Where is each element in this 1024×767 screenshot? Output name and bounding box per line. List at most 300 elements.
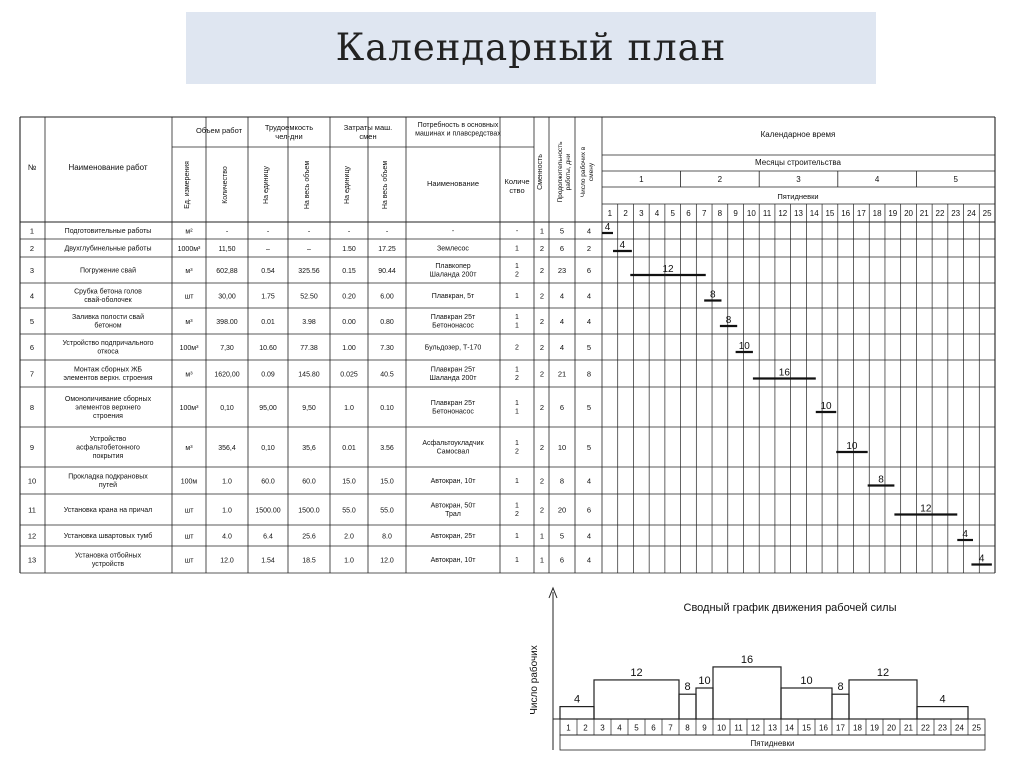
row-machine: Бульдозер, Т-170 xyxy=(424,344,482,352)
summary-step-label: 8 xyxy=(837,681,844,694)
row-num: 13 xyxy=(27,555,37,565)
header-duration: Продолжительность xyxy=(557,141,564,203)
row-qty: 4.0 xyxy=(222,533,232,541)
row-shift: 2 xyxy=(539,476,545,486)
summary-pentad-label: 5 xyxy=(634,723,639,733)
row-qty: 1.0 xyxy=(222,478,232,486)
row-shift: 2 xyxy=(539,317,545,326)
pentad-label: 3 xyxy=(639,209,644,218)
pentad-label: 7 xyxy=(701,209,707,218)
row-machine: - xyxy=(451,227,455,235)
row-num: 3 xyxy=(29,266,35,275)
row-workers: 4 xyxy=(586,555,592,565)
row-mach-total: 12.0 xyxy=(380,557,394,565)
summary-step-block xyxy=(679,694,696,719)
header-labor: чел-дни xyxy=(275,132,303,142)
row-mach-unit: 2.0 xyxy=(344,533,354,541)
row-labor-total: 52.50 xyxy=(300,293,318,301)
row-qty: 0,10 xyxy=(220,405,234,412)
summary-pentad-label: 22 xyxy=(921,723,930,733)
row-labor-unit: – xyxy=(266,246,270,253)
row-mach-unit: 0.20 xyxy=(342,293,356,301)
summary-step-label: 4 xyxy=(573,693,581,706)
summary-pentad-label: 14 xyxy=(785,723,794,733)
row-labor-unit: - xyxy=(266,228,270,236)
pentad-label: 24 xyxy=(966,209,976,218)
header-need-count: Количе xyxy=(504,177,530,187)
row-unit: м² xyxy=(185,228,193,236)
row-qty: 398.00 xyxy=(216,319,238,326)
row-name: устройств xyxy=(91,561,125,569)
gantt-bar-label: 10 xyxy=(846,441,858,452)
pentad-label: 18 xyxy=(872,209,882,218)
row-shift: 1 xyxy=(539,555,545,565)
row-mach-unit: 1.0 xyxy=(344,405,354,412)
summary-step-label: 4 xyxy=(939,693,946,706)
pentad-label: 22 xyxy=(935,209,945,218)
pentad-label: 6 xyxy=(686,209,691,218)
row-labor-total: 25.6 xyxy=(302,533,316,541)
row-duration: 6 xyxy=(559,244,565,253)
pentad-label: 21 xyxy=(919,209,929,218)
row-workers: 4 xyxy=(586,476,592,486)
row-duration: 4 xyxy=(559,343,565,352)
gantt-bar-label: 16 xyxy=(778,367,790,379)
header-shifts: Сменность xyxy=(537,154,544,190)
pentad-label: 17 xyxy=(856,209,866,218)
row-workers: 4 xyxy=(586,531,592,541)
pentad-label: 5 xyxy=(670,209,675,218)
pentad-label: 15 xyxy=(825,209,835,218)
row-mach-total: 40.5 xyxy=(380,371,394,379)
row-duration: 23 xyxy=(557,266,567,275)
header-name: Наименование работ xyxy=(68,163,148,172)
summary-xlabel: Пятидневки xyxy=(750,739,795,748)
summary-step-block xyxy=(849,680,917,719)
gantt-bar-label: 4 xyxy=(978,553,985,565)
row-machine: Трал xyxy=(445,511,461,519)
row-workers: 4 xyxy=(586,317,592,326)
header-labor: Трудоемкость xyxy=(264,123,314,133)
row-shift: 2 xyxy=(539,291,545,301)
row-unit: м³ xyxy=(185,371,193,379)
pentad-label: 8 xyxy=(717,209,723,218)
summary-pentad-label: 25 xyxy=(972,723,981,733)
row-labor-unit: 1.75 xyxy=(261,293,275,301)
row-name: покрытия xyxy=(92,452,124,460)
row-workers: 6 xyxy=(586,505,592,515)
gantt-bar-label: 8 xyxy=(725,315,732,326)
row-machine-count: 1 xyxy=(515,400,519,408)
row-name: Устройство подпричального xyxy=(62,340,154,348)
row-duration: 10 xyxy=(557,443,567,452)
summary-step-label: 12 xyxy=(630,666,643,679)
row-num: 8 xyxy=(29,403,35,412)
summary-step-block xyxy=(713,667,781,719)
row-num: 7 xyxy=(29,369,35,379)
row-machine-count: 2 xyxy=(515,344,519,352)
row-mach-total: 90.44 xyxy=(378,268,396,275)
gantt-bar-label: 4 xyxy=(604,222,611,233)
row-duration: 5 xyxy=(559,531,565,541)
pentad-label: 23 xyxy=(951,209,961,218)
pentad-label: 25 xyxy=(982,209,992,218)
header-mach-total: На весь объем xyxy=(382,160,389,210)
row-machine: Бетононасос xyxy=(432,322,474,330)
summary-step-label: 16 xyxy=(740,653,754,666)
row-machine-count: 2 xyxy=(515,448,519,456)
row-machine: Плавкран 25т xyxy=(430,400,476,408)
row-mach-unit: 0.025 xyxy=(340,371,358,379)
row-machine-count: 1 xyxy=(515,532,519,540)
row-machine-count: 1 xyxy=(515,408,519,416)
row-machine: Шаланда 200т xyxy=(429,375,477,383)
summary-step-block xyxy=(594,680,679,719)
row-shift: 2 xyxy=(539,369,545,379)
summary-pentad-label: 18 xyxy=(853,723,862,733)
pentad-label: 14 xyxy=(809,209,819,218)
row-duration: 8 xyxy=(559,476,565,486)
summary-pentad-label: 10 xyxy=(717,723,726,733)
row-qty: 12.0 xyxy=(220,557,234,565)
row-name: строения xyxy=(93,412,123,420)
month-label: 1 xyxy=(639,175,644,184)
row-mach-total: 8.0 xyxy=(382,533,392,541)
row-machine-count: 2 xyxy=(515,271,519,279)
row-qty: 7,30 xyxy=(220,345,234,352)
header-mach: Затраты маш. xyxy=(343,123,393,133)
row-unit: шт xyxy=(184,533,194,541)
header-need-count: ство xyxy=(509,186,525,196)
row-machine-count: 1 xyxy=(515,245,519,253)
summary-step-block xyxy=(832,694,849,719)
gantt-bar-label: 8 xyxy=(878,474,884,486)
header-mach-unit: На единицу xyxy=(344,166,351,204)
row-num: 1 xyxy=(29,226,35,236)
row-mach-total: 15.0 xyxy=(380,478,394,486)
row-machine: Бетононасос xyxy=(432,408,474,416)
row-machine-count: - xyxy=(515,227,519,235)
row-num: 2 xyxy=(29,244,35,253)
pentad-label: 20 xyxy=(904,209,913,218)
summary-pentad-label: 13 xyxy=(768,723,777,733)
header-need: машинах и плавсредствах xyxy=(415,130,501,138)
row-labor-total: 77.38 xyxy=(300,345,318,352)
header-workers: Число рабочих в xyxy=(580,146,587,198)
row-workers: 4 xyxy=(586,291,592,301)
row-name: Омоноличивание сборных xyxy=(64,395,152,403)
row-machine-count: 2 xyxy=(515,511,519,519)
row-labor-total: – xyxy=(307,246,311,253)
header-labor-total: На весь объем xyxy=(304,160,311,210)
row-workers: 5 xyxy=(586,443,592,452)
row-qty: 602,88 xyxy=(216,268,238,275)
summary-pentad-label: 9 xyxy=(702,723,707,733)
row-num: 9 xyxy=(29,443,35,452)
row-mach-total: 17.25 xyxy=(378,246,396,253)
row-machine-count: 1 xyxy=(515,314,519,322)
row-duration: 6 xyxy=(559,555,565,565)
row-labor-total: 9,50 xyxy=(302,405,316,412)
row-labor-total: 145.80 xyxy=(298,371,320,379)
header-pentads: Пятидневки xyxy=(777,192,819,201)
row-num: 12 xyxy=(27,531,37,541)
row-labor-total: 1500.0 xyxy=(298,507,320,515)
row-num: 10 xyxy=(27,476,37,486)
pentad-label: 10 xyxy=(746,209,756,218)
row-labor-total: 60.0 xyxy=(302,478,316,486)
row-name: Заливка полости свай xyxy=(72,314,144,322)
row-qty: 356,4 xyxy=(218,445,236,452)
row-shift: 1 xyxy=(539,226,545,236)
row-labor-unit: 95,00 xyxy=(259,405,277,412)
header-unit: Ед. измерения xyxy=(184,161,191,209)
row-machine-count: 1 xyxy=(515,502,519,510)
row-machine: Автокран, 25т xyxy=(430,532,476,540)
row-unit: шт xyxy=(184,557,194,565)
row-labor-unit: 1.54 xyxy=(261,557,275,565)
row-labor-unit: 1500.00 xyxy=(255,507,281,515)
header-volume: Объем работ xyxy=(195,126,243,135)
row-unit: м³ xyxy=(185,319,193,326)
row-machine: Самосвал xyxy=(436,448,470,456)
header-mach: смен xyxy=(359,132,377,142)
row-labor-total: 325.56 xyxy=(298,268,320,275)
row-machine: Асфальтоукладчик xyxy=(422,440,484,448)
month-label: 5 xyxy=(953,175,958,184)
row-workers: 2 xyxy=(586,244,592,253)
row-labor-total: 3.98 xyxy=(302,319,316,326)
header-labor-unit: На единицу xyxy=(263,166,270,204)
row-machine: Автокран, 10т xyxy=(430,556,476,564)
summary-step-label: 12 xyxy=(876,666,890,679)
header-duration: работы, дни xyxy=(565,153,572,191)
row-workers: 4 xyxy=(586,226,592,236)
row-mach-unit: 1.0 xyxy=(344,557,354,565)
row-machine-count: 1 xyxy=(515,477,519,485)
row-mach-unit: 1.50 xyxy=(342,246,356,253)
row-machine: Землесос xyxy=(437,245,469,253)
row-workers: 5 xyxy=(586,403,592,412)
row-machine-count: 1 xyxy=(515,263,519,271)
row-unit: 100м xyxy=(180,478,198,486)
summary-step-label: 10 xyxy=(800,675,813,687)
summary-pentad-label: 4 xyxy=(617,723,622,733)
row-unit: 100м³ xyxy=(179,405,199,412)
row-machine: Плавкран 25т xyxy=(430,366,476,374)
row-shift: 1 xyxy=(539,531,545,541)
row-machine: Плавкран 25т xyxy=(430,314,476,322)
row-mach-unit: - xyxy=(347,228,351,236)
row-labor-unit: 0.09 xyxy=(261,371,275,379)
row-name: Двухглубинельные работы xyxy=(64,245,152,253)
summary-pentad-label: 15 xyxy=(802,723,811,733)
summary-pentad-label: 19 xyxy=(870,723,879,733)
summary-pentad-label: 16 xyxy=(819,723,828,733)
row-shift: 2 xyxy=(539,244,545,253)
row-mach-total: 0.80 xyxy=(380,319,394,326)
pentad-label: 12 xyxy=(778,209,788,218)
header-need: Потребность в основных xyxy=(417,122,499,130)
row-labor-total: 35,6 xyxy=(302,445,316,452)
summary-pentad-label: 17 xyxy=(836,723,845,733)
row-num: 6 xyxy=(29,343,35,352)
row-workers: 8 xyxy=(586,369,592,379)
row-shift: 2 xyxy=(539,505,545,515)
row-machine-count: 1 xyxy=(515,292,519,300)
row-name: элементов верхн. строения xyxy=(63,375,153,383)
summary-ylabel: Число рабочих xyxy=(529,645,540,715)
month-label: 2 xyxy=(717,175,723,184)
row-duration: 4 xyxy=(559,317,565,326)
row-mach-total: - xyxy=(385,228,389,236)
header-qty: Количество xyxy=(222,166,229,204)
row-name: Установка отбойных xyxy=(74,552,142,560)
row-mach-unit: 55.0 xyxy=(342,507,356,515)
row-name: Монтаж сборных ЖБ xyxy=(73,366,143,374)
row-machine-count: 1 xyxy=(515,440,519,448)
pentad-label: 19 xyxy=(888,209,898,218)
row-mach-unit: 1.00 xyxy=(342,345,356,352)
summary-pentad-label: 1 xyxy=(566,723,571,733)
row-duration: 6 xyxy=(559,403,565,412)
row-labor-total: 18.5 xyxy=(302,557,316,565)
row-mach-total: 6.00 xyxy=(380,293,394,301)
pentad-label: 9 xyxy=(733,209,738,218)
row-labor-unit: 0.54 xyxy=(261,268,275,275)
gantt-bar-label: 4 xyxy=(962,529,968,540)
pentad-label: 11 xyxy=(762,209,772,218)
pentad-label: 2 xyxy=(623,209,628,218)
row-labor-unit: 0,10 xyxy=(261,445,275,452)
summary-step-label: 10 xyxy=(698,675,711,687)
gantt-bar-label: 4 xyxy=(619,240,626,251)
row-name: Срубка бетона голов xyxy=(74,288,142,296)
pentad-label: 13 xyxy=(794,209,803,218)
row-qty: 11,50 xyxy=(218,246,236,253)
summary-title: Сводный график движения рабочей силы xyxy=(683,602,897,614)
row-num: 5 xyxy=(29,317,35,326)
row-mach-unit: 0.00 xyxy=(342,319,356,326)
summary-pentad-label: 12 xyxy=(751,723,760,733)
row-qty: 1620,00 xyxy=(214,371,240,379)
summary-step-label: 8 xyxy=(684,681,691,694)
row-name: бетоном xyxy=(94,322,122,330)
row-mach-unit: 0.15 xyxy=(342,268,356,275)
row-name: Погружение свай xyxy=(79,267,137,275)
row-machine-count: 1 xyxy=(515,322,519,330)
gantt-bar-label: 10 xyxy=(738,341,750,352)
row-machine-count: 1 xyxy=(515,556,519,564)
row-machine: Плавкопер xyxy=(435,263,471,271)
row-machine: Шаланда 200т xyxy=(429,271,477,279)
row-labor-unit: 6.4 xyxy=(263,533,273,541)
summary-pentad-label: 7 xyxy=(668,723,673,733)
row-name: элементов верхнего xyxy=(75,404,141,412)
row-workers: 5 xyxy=(586,343,592,352)
pentad-label: 1 xyxy=(607,209,613,218)
gantt-bar-label: 8 xyxy=(710,289,716,301)
row-labor-unit: 60.0 xyxy=(261,478,275,486)
header-num: № xyxy=(27,163,37,172)
row-labor-total: - xyxy=(307,228,311,236)
summary-pentad-label: 24 xyxy=(955,723,964,733)
row-mach-total: 55.0 xyxy=(380,507,394,515)
summary-pentad-label: 2 xyxy=(583,723,588,733)
row-name: Устройство xyxy=(89,435,127,443)
row-name: свай-оболочек xyxy=(84,297,132,305)
summary-pentad-label: 20 xyxy=(887,723,896,733)
row-shift: 2 xyxy=(539,443,545,452)
row-duration: 21 xyxy=(557,369,567,379)
row-unit: м³ xyxy=(185,445,193,452)
row-name: асфальтобетонного xyxy=(76,444,140,452)
row-shift: 2 xyxy=(539,403,545,412)
summary-step-block xyxy=(560,707,594,719)
header-calendar: Календарное время xyxy=(760,130,836,139)
row-qty: 30,00 xyxy=(218,293,236,301)
header-need-name: Наименование xyxy=(427,179,479,188)
row-machine: Автокран, 50т xyxy=(430,502,476,510)
row-qty: - xyxy=(225,228,229,236)
pentad-label: 4 xyxy=(654,209,660,218)
page-title: Календарный план xyxy=(335,26,727,69)
row-machine: Автокран, 10т xyxy=(430,477,476,485)
header-workers: смену xyxy=(588,162,595,182)
gantt-bar-label: 10 xyxy=(820,401,832,412)
summary-pentad-label: 23 xyxy=(938,723,947,733)
gantt-bar-label: 12 xyxy=(920,503,932,515)
header-months: Месяцы строительства xyxy=(755,158,841,167)
row-mach-total: 3.56 xyxy=(380,445,394,452)
gantt-bar-label: 12 xyxy=(662,264,674,275)
summary-step-block xyxy=(781,688,832,719)
summary-step-block xyxy=(696,688,713,719)
row-shift: 2 xyxy=(539,343,545,352)
summary-pentad-label: 11 xyxy=(734,723,743,733)
row-unit: шт xyxy=(184,507,194,515)
row-qty: 1.0 xyxy=(222,507,232,515)
row-labor-unit: 0.01 xyxy=(261,319,275,326)
row-workers: 6 xyxy=(586,266,592,275)
row-name: Подготовительные работы xyxy=(64,227,152,235)
row-num: 11 xyxy=(28,505,36,515)
row-unit: 100м³ xyxy=(179,345,199,352)
row-mach-total: 0.10 xyxy=(380,405,394,412)
row-name: путей xyxy=(98,482,118,490)
row-duration: 5 xyxy=(559,226,565,236)
row-unit: 1000м³ xyxy=(177,246,201,253)
row-name: Установка крана на причал xyxy=(63,506,153,514)
row-machine-count: 1 xyxy=(515,366,519,374)
summary-pentad-label: 8 xyxy=(685,723,690,733)
pentad-label: 16 xyxy=(841,209,851,218)
month-label: 4 xyxy=(874,175,880,184)
row-machine: Плавкран, 5т xyxy=(431,292,475,300)
summary-pentad-label: 3 xyxy=(600,723,605,733)
row-labor-unit: 10.60 xyxy=(259,345,277,352)
row-duration: 4 xyxy=(559,291,565,301)
row-name: откоса xyxy=(97,348,119,356)
row-name: Прокладка подкрановых xyxy=(68,473,148,481)
row-mach-unit: 0.01 xyxy=(342,445,356,452)
row-mach-total: 7.30 xyxy=(380,345,394,352)
summary-pentad-label: 6 xyxy=(651,723,656,733)
row-machine-count: 2 xyxy=(515,375,519,383)
row-shift: 2 xyxy=(539,266,545,275)
summary-pentad-label: 21 xyxy=(904,723,913,733)
month-label: 3 xyxy=(796,175,801,184)
